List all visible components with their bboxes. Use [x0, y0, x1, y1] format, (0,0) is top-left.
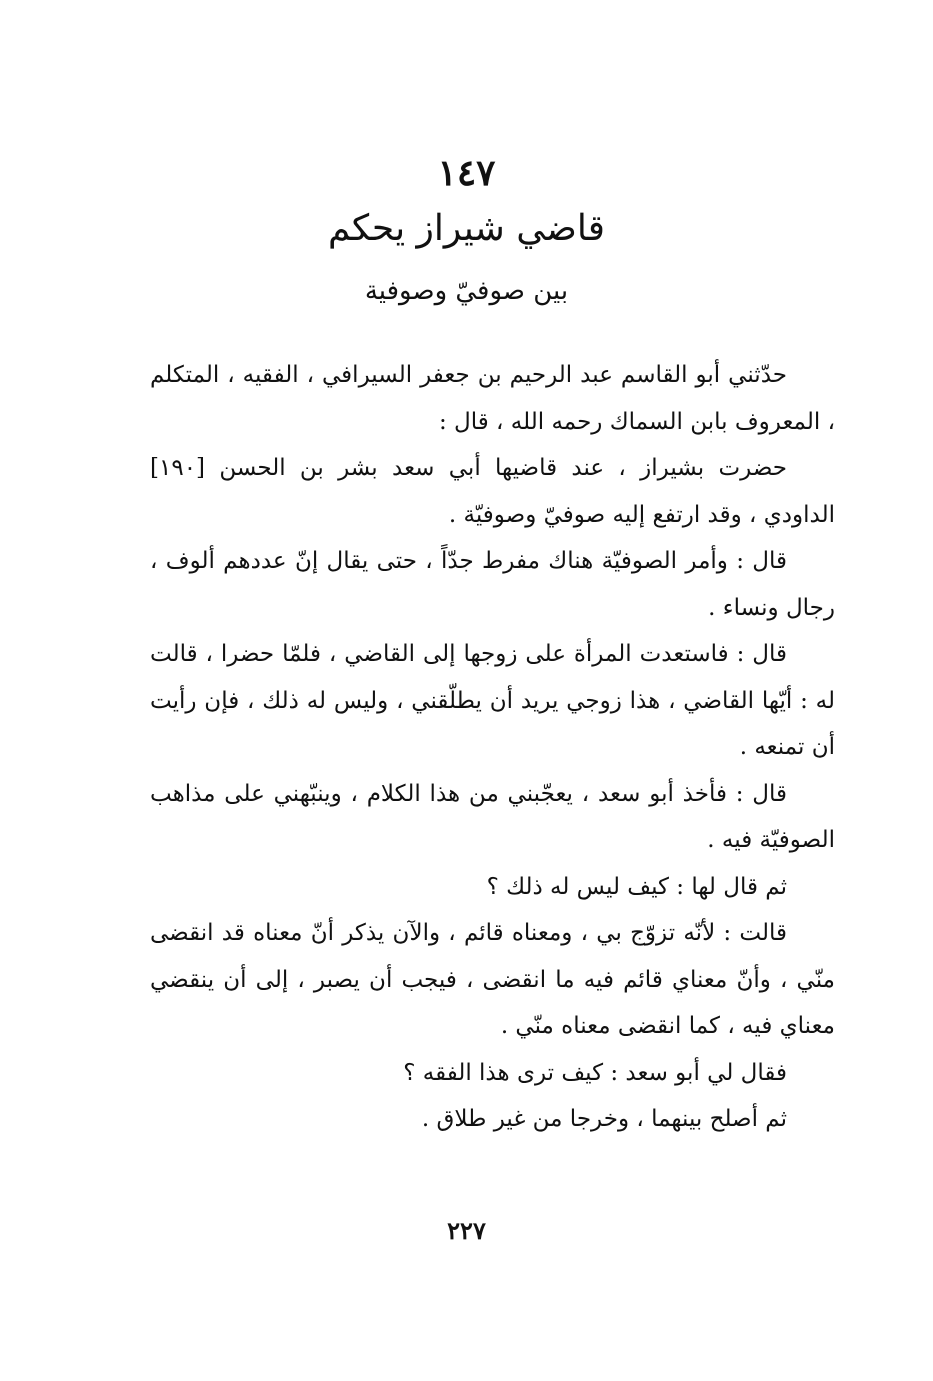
- paragraph: ثم أصلح بينهما ، وخرجا من غير طلاق .: [421, 1106, 787, 1132]
- paragraph: فقال لي أبو سعد : كيف ترى هذا الفقه ؟: [403, 1059, 787, 1086]
- paragraph: قال : فاستعدت المرأة على زوجها إلى القاضي ، فلمّا حضرا ، قالت له : أيّها القاضي ، هذا زوجي يريد أن يطلّقني ، وليس له ذلك ، فإن رأيت أن تمنعه .: [150, 641, 835, 760]
- story-number: ١٤٧: [437, 152, 496, 194]
- paragraph: قال : فأخذ أبو سعد ، يعجّبني من هذا الكلام ، وينبّهني على مذاهب الصوفيّة فيه .: [150, 780, 835, 853]
- page-number: ٢٢٧: [447, 1216, 486, 1245]
- paragraph: حدّثني أبو القاسم عبد الرحيم بن جعفر السيرافي ، الفقيه ، المتكلم ، المعروف بابن السماك رحمه الله ، قال :: [150, 362, 835, 435]
- body-text: [150, 352, 835, 1143]
- paragraph: قال : وأمر الصوفيّة هناك مفرط جدّاً ، حتى يقال إنّ عددهم ألوف ، رجال ونساء .: [150, 548, 835, 621]
- paragraph: ثم قال لها : كيف ليس له ذلك ؟: [486, 873, 787, 900]
- story-subtitle: بين صوفيّ وصوفية: [364, 276, 569, 306]
- paragraph: قالت : لأنّه تزوّج بي ، ومعناه قائم ، والآن يذكر أنّ معناه قد انقضى منّي ، وأنّ معناي قائم فيه ما انقضى ، فيجب أن يصبر ، إلى أن ينقضي معناي فيه ، كما انقضى معناه منّي .: [150, 920, 835, 1039]
- story-title: قاضي شيراز يحكم: [327, 208, 605, 249]
- paragraph: حضرت بشيراز ، عند قاضيها أبي سعد بشر بن الحسن [١٩٠] الداودي ، وقد ارتفع إليه صوفيّ وصوفيّة .: [150, 455, 835, 528]
